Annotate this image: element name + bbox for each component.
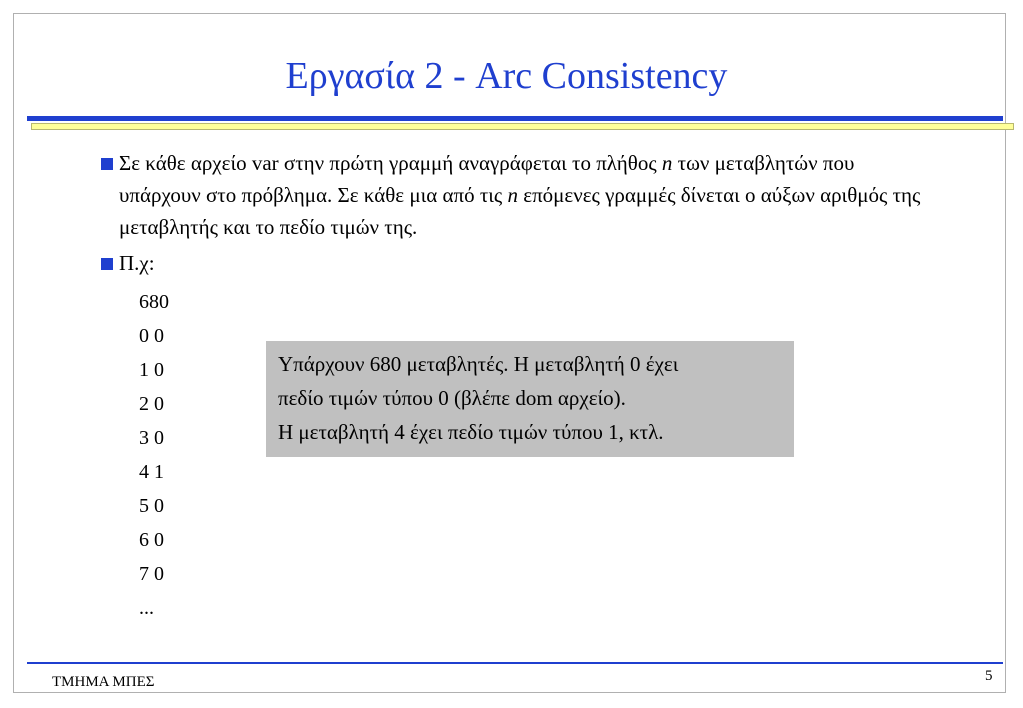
bullet-text-2: Π.χ: xyxy=(119,251,155,275)
example-line: 7 0 xyxy=(139,563,164,585)
example-line: 4 1 xyxy=(139,461,164,483)
bullet-marker-2 xyxy=(101,258,113,270)
example-line: 5 0 xyxy=(139,495,164,517)
example-line: 680 xyxy=(139,291,169,313)
example-line: 2 0 xyxy=(139,393,164,415)
footer-divider xyxy=(27,662,1003,664)
title-divider-blue xyxy=(27,116,1003,121)
explanation-callout xyxy=(266,341,794,457)
example-line: 6 0 xyxy=(139,529,164,551)
bullet-text-1 xyxy=(119,147,939,243)
callout-line: Η μεταβλητή 4 έχει πεδίο τιμών τύπου 1, κτλ. xyxy=(278,420,664,444)
page-number: 5 xyxy=(985,668,993,684)
bullet-1-variable-n-2: n xyxy=(507,183,518,207)
footer-department: ΤΜΗΜΑ ΜΠΕΣ xyxy=(52,674,155,690)
example-line: 0 0 xyxy=(139,325,164,347)
example-line: 3 0 xyxy=(139,427,164,449)
callout-line: Υπάρχουν 680 μεταβλητές. Η μεταβλητή 0 έχει xyxy=(278,352,679,376)
slide-title: Εργασία 2 - Arc Consistency xyxy=(285,55,728,97)
example-lines xyxy=(139,285,169,625)
callout-line: πεδίο τιμών τύπου 0 (βλέπε dom αρχείο). xyxy=(278,386,626,410)
bullet-marker-1 xyxy=(101,158,113,170)
bullet-1-segment-2: των μεταβλητών που υπάρχουν στο πρόβλημα. Σε κάθε μια από τις xyxy=(119,151,855,207)
bullet-1-segment-1: Σε κάθε αρχείο var στην πρώτη γραμμή αναγράφεται το πλήθος xyxy=(119,151,662,175)
example-line: ... xyxy=(139,597,154,619)
example-line: 1 0 xyxy=(139,359,164,381)
title-divider-yellow xyxy=(31,123,1014,130)
bullet-1-segment-3: επόμενες γραμμές δίνεται ο αύξων αριθμός της μεταβλητής και το πεδίο τιμών της. xyxy=(119,183,921,239)
bullet-1-variable-n: n xyxy=(661,151,673,175)
